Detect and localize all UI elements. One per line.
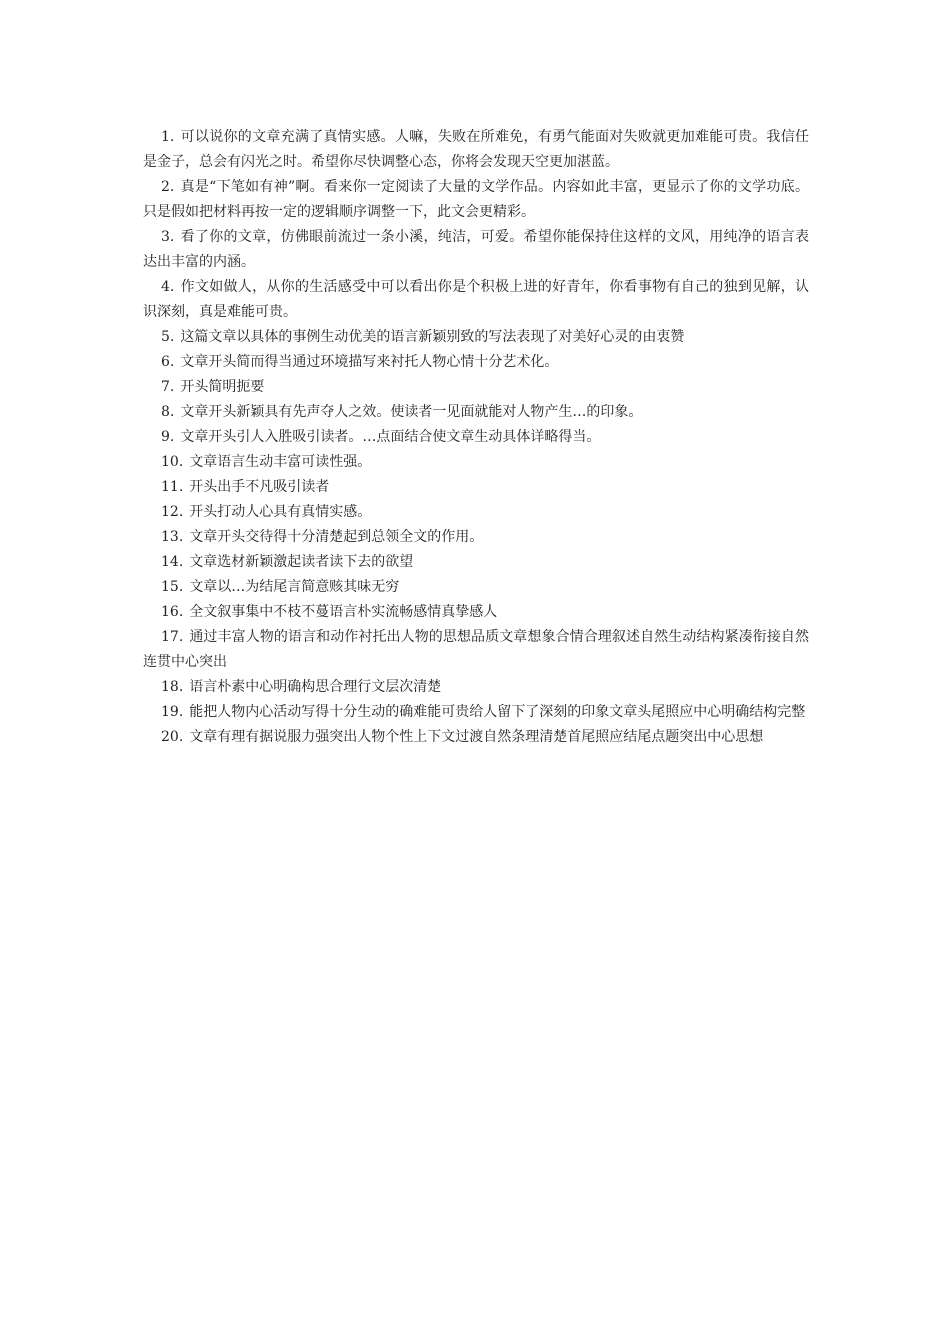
item-number: 18. <box>161 679 184 695</box>
item-number: 4. <box>161 279 175 295</box>
item-text: 开头简明扼要 <box>180 379 265 395</box>
item-number: 7. <box>161 379 175 395</box>
item-number: 11. <box>161 479 184 495</box>
list-item <box>143 700 809 725</box>
list-item <box>143 725 809 750</box>
list-item <box>143 175 809 225</box>
item-number: 15. <box>161 579 184 595</box>
item-text: 可以说你的文章充满了真情实感。人嘛，失败在所难免，有勇气能面对失败就更加难能可贵。我信任是金子，总会有闪光之时。希望你尽快调整心态，你将会发现天空更加湛蓝。 <box>143 129 809 170</box>
item-number: 19. <box>161 704 184 720</box>
item-text: 语言朴素中心明确构思合理行文层次清楚 <box>189 679 442 695</box>
item-number: 17. <box>161 629 184 645</box>
item-text: 看了你的文章，仿佛眼前流过一条小溪，纯洁，可爱。希望你能保持住这样的文风，用纯净的语言表达出丰富的内涵。 <box>143 229 809 270</box>
item-number: 10. <box>161 454 184 470</box>
list-item <box>143 500 809 525</box>
list-item <box>143 400 809 425</box>
list-item <box>143 575 809 600</box>
list-item <box>143 525 809 550</box>
item-text: 文章开头新颖具有先声夺人之效。使读者一见面就能对人物产生…的印象。 <box>180 404 643 420</box>
list-item <box>143 475 809 500</box>
list-item <box>143 375 809 400</box>
item-text: 文章以…为结尾言简意赅其味无穷 <box>189 579 400 595</box>
item-number: 16. <box>161 604 184 620</box>
item-number: 8. <box>161 404 175 420</box>
item-number: 20. <box>161 729 184 745</box>
list-item <box>143 550 809 575</box>
item-text: 文章有理有据说服力强突出人物个性上下文过渡自然条理清楚首尾照应结尾点题突出中心思想 <box>189 729 764 745</box>
list-item <box>143 600 809 625</box>
list-item <box>143 625 809 675</box>
item-number: 1. <box>161 129 175 145</box>
list-item <box>143 350 809 375</box>
item-text: 全文叙事集中不枝不蔓语言朴实流畅感情真挚感人 <box>189 604 498 620</box>
item-number: 5. <box>161 329 175 345</box>
list-item <box>143 425 809 450</box>
list-item <box>143 325 809 350</box>
item-text: 文章开头引人入胜吸引读者。…点面结合使文章生动具体详略得当。 <box>180 429 601 445</box>
item-number: 3. <box>161 229 175 245</box>
item-text: 能把人物内心活动写得十分生动的确难能可贵给人留下了深刻的印象文章头尾照应中心明确结构完整 <box>189 704 806 720</box>
list-item <box>143 225 809 275</box>
item-text: 通过丰富人物的语言和动作衬托出人物的思想品质文章想象合情合理叙述自然生动结构紧凑衔接自然连贯中心突出 <box>143 629 809 670</box>
list-item <box>143 675 809 700</box>
item-text: 文章开头简而得当通过环境描写来衬托人物心情十分艺术化。 <box>180 354 559 370</box>
item-text: 文章选材新颖激起读者读下去的欲望 <box>189 554 414 570</box>
item-text: 文章开头交待得十分清楚起到总领全文的作用。 <box>189 529 484 545</box>
item-number: 6. <box>161 354 175 370</box>
list-item <box>143 450 809 475</box>
item-text: 真是“下笔如有神”啊。看来你一定阅读了大量的文学作品。内容如此丰富，更显示了你的文学功底。只是假如把材料再按一定的逻辑顺序调整一下，此文会更精彩。 <box>143 179 809 220</box>
document-body <box>143 125 809 750</box>
item-text: 文章语言生动丰富可读性强。 <box>189 454 372 470</box>
item-text: 开头打动人心具有真情实感。 <box>189 504 372 520</box>
item-number: 2. <box>161 179 175 195</box>
item-text: 这篇文章以具体的事例生动优美的语言新颖别致的写法表现了对美好心灵的由衷赞 <box>180 329 685 345</box>
item-number: 13. <box>161 529 184 545</box>
list-item <box>143 275 809 325</box>
item-text: 作文如做人，从你的生活感受中可以看出你是个积极上进的好青年，你看事物有自己的独到见解，认识深刻，真是难能可贵。 <box>143 279 809 320</box>
list-item <box>143 125 809 175</box>
item-number: 14. <box>161 554 184 570</box>
item-number: 12. <box>161 504 184 520</box>
item-text: 开头出手不凡吸引读者 <box>189 479 330 495</box>
item-number: 9. <box>161 429 175 445</box>
